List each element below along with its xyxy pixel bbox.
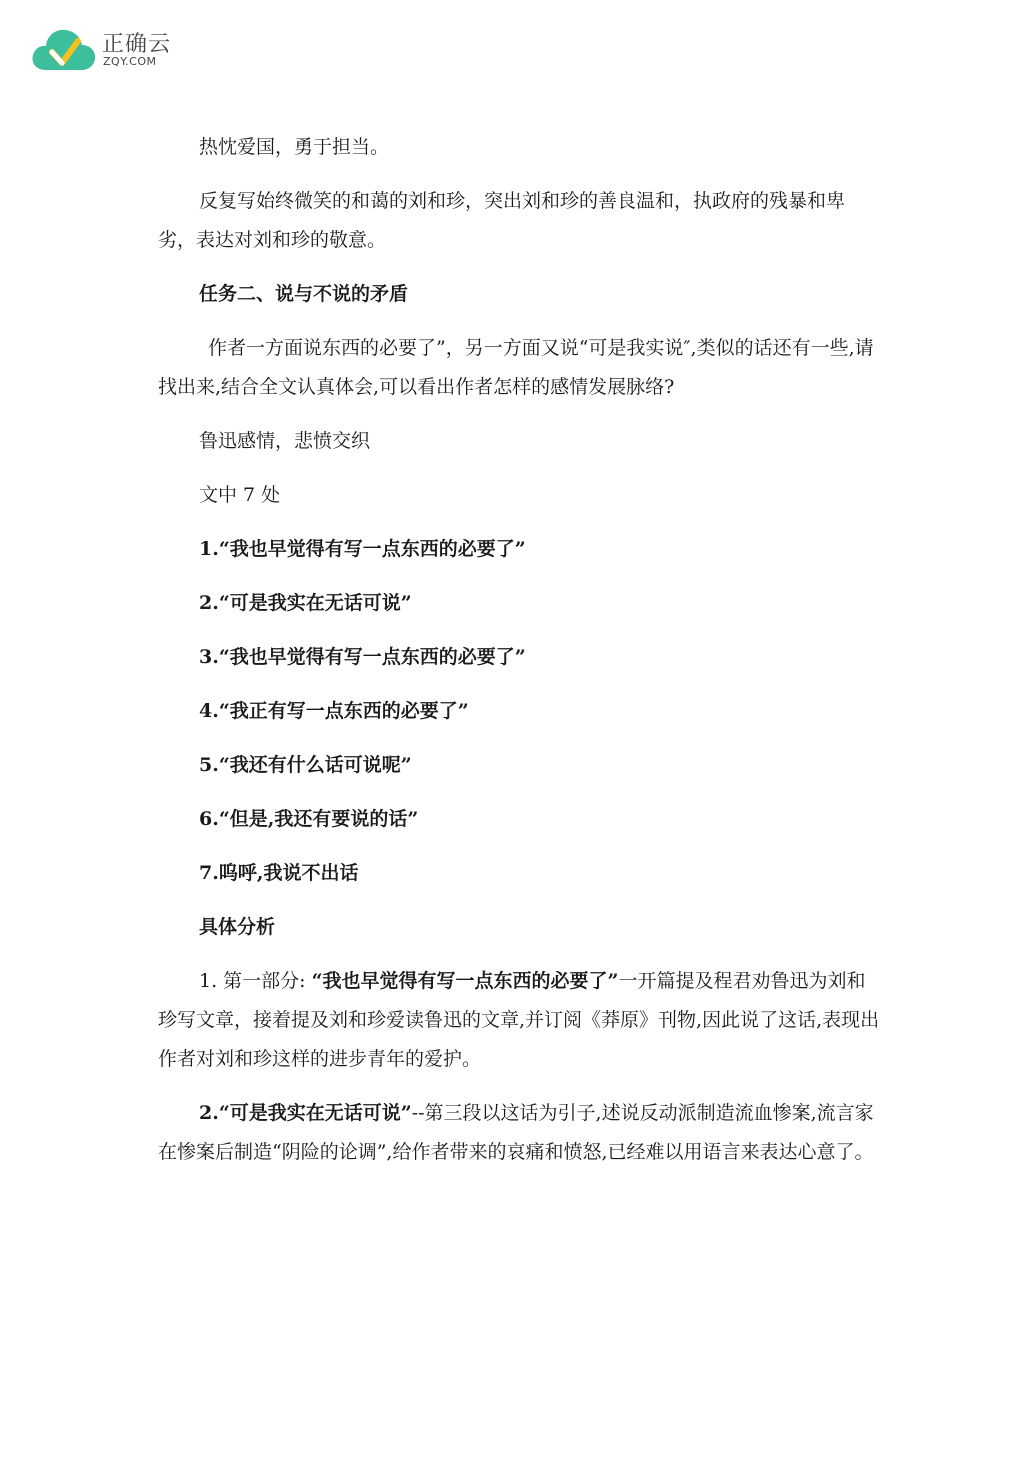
paragraph-liu-hezhen: 反复写始终微笑的和蔼的刘和珍，突出刘和珍的善良温和，执政府的残暴和卑劣，表达对刘和珍的敬意。	[158, 190, 846, 251]
quote-item: 2.“可是我实在无话可说”	[199, 592, 412, 614]
logo-name-en: ZQY.COM	[103, 55, 157, 68]
paragraph-count: 文中 7 处	[199, 484, 281, 506]
analysis-item-1-text: 一开篇提及程君劝鲁迅为刘和珍写文章，接着提及刘和珍爱读鲁迅的文章,并订阅《莽原》刊物,因此说了这话,表现出作者对刘和珍这样的进步青年的爱护。	[158, 970, 880, 1070]
heading-task-two: 任务二、说与不说的矛盾	[199, 283, 409, 305]
analysis-item-1-quote: “我也早觉得有写一点东西的必要了”	[311, 970, 619, 992]
analysis-item-1-lead: 1. 第一部分:	[199, 970, 312, 992]
quote-item: 6.“但是,我还有要说的话”	[199, 808, 419, 830]
analysis-item-2	[158, 1094, 880, 1172]
analysis-item-1	[158, 962, 880, 1079]
logo-name-cn: 正确云	[102, 32, 172, 57]
paragraph-emotion: 鲁迅感情，悲愤交织	[199, 430, 371, 452]
analysis-item-2-quote: 2.“可是我实在无话可说”	[199, 1102, 412, 1124]
quote-item: 5.“我还有什么话可说呢”	[199, 754, 412, 776]
quote-item: 3.“我也早觉得有写一点东西的必要了”	[199, 646, 526, 668]
quote-item: 1.“我也早觉得有写一点东西的必要了”	[199, 538, 526, 560]
heading-analysis: 具体分析	[199, 916, 276, 938]
quote-item: 4.“我正有写一点东西的必要了”	[199, 700, 469, 722]
cloud-check-icon	[30, 24, 98, 74]
paragraph-question: 作者一方面说东西的必要了”，另一方面又说“可是我实说″,类似的话还有一些,请找出来,结合全文认真体会,可以看出作者怎样的感情发展脉络?	[158, 337, 874, 398]
analysis-item-2-text: --第三段以这话为引子,述说反动派制造流血惨案,流言家在惨案后制造“阴险的论调”,给作者带来的哀痛和愤怒,已经难以用语言来表达心意了。	[158, 1102, 874, 1163]
quote-item: 7.呜呼,我说不出话	[199, 862, 359, 884]
site-logo	[30, 24, 190, 74]
document-body	[158, 128, 880, 1172]
paragraph-patriotism: 热忱爱国，勇于担当。	[199, 136, 390, 158]
